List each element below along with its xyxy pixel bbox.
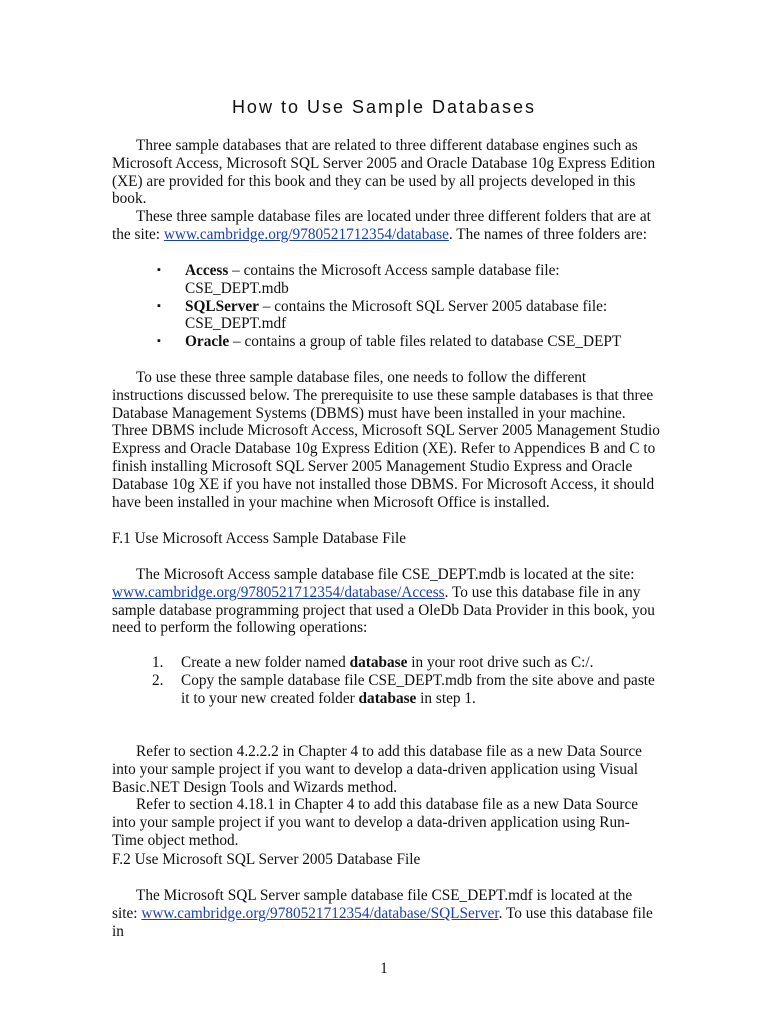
folder-description: – contains the Microsoft Access sample database file: CSE_DEPT.mdb xyxy=(185,262,560,297)
step-text: Create a new folder named xyxy=(181,654,350,671)
page-title: How to Use Sample Databases xyxy=(231,97,537,117)
list-item xyxy=(157,262,657,298)
refer-paragraph-2: Refer to section 4.18.1 in Chapter 4 to add this database file as a new Data Source into your sample project if you want to develop a data-driven application using Run-Time object method. xyxy=(112,796,639,849)
step-text: Copy the sample database file CSE_DEPT.mdb from the site above and paste it to your new created folder xyxy=(181,671,655,707)
folder-description: – contains a group of table files related to database CSE_DEPT xyxy=(229,333,622,351)
step-number: 2. xyxy=(152,671,164,689)
intro-paragraph-2 xyxy=(112,208,660,244)
step-bold-text: database xyxy=(358,689,417,707)
section-f2-text-end: . To use this database file in xyxy=(112,904,653,940)
refer-section xyxy=(112,743,660,850)
prerequisite-paragraph: To use these three sample database files, one needs to follow the different instructions discussed below. The prerequisite to use these sample databases is that three Database Management Systems (DBMS) must have been installed in your machine. Three DBMS include Microsoft Access, Microsoft SQL Server 2005 Management Studio Express and Oracle Database 10g Express Edition (XE). Refer to Appendices B and C to finish installing Microsoft SQL Server 2005 Management Studio Express and Oracle Database 10g XE if you have not installed those DBMS. For Microsoft Access, it should have been installed in your machine when Microsoft Office is installed. xyxy=(112,369,660,511)
refer-paragraph-1: Refer to section 4.2.2.2 in Chapter 4 to add this database file as a new Data Source into your sample project if you want to develop a data-driven application using Visual Basic.NET Design Tools and Wizards method. xyxy=(112,743,642,796)
step-text-end: in your root drive such as C:/. xyxy=(407,654,594,671)
section-f1-text: The Microsoft Access sample database file CSE_DEPT.mdb is located at the site: xyxy=(136,566,635,583)
section-f1-text-end: . To use this database file in any sample database programming project that used a OleDb Data Provider in this book, you need to perform the following operations: xyxy=(112,583,655,637)
list-item xyxy=(152,672,658,708)
step-text-end: in step 1. xyxy=(416,689,476,707)
folder-name: Oracle xyxy=(185,333,230,351)
section-f2-text: The Microsoft SQL Server sample database file CSE_DEPT.mdf is located at the site: xyxy=(112,887,633,922)
step-number: 1. xyxy=(152,654,164,671)
intro-paragraph-2-end: . The names of three folders are: xyxy=(448,225,647,243)
folder-name: Access xyxy=(185,262,229,279)
sqlserver-site-link[interactable]: www.cambridge.org/9780521712354/database/SQLServer xyxy=(141,904,499,922)
folder-name: SQLServer xyxy=(185,297,259,315)
access-site-link[interactable]: www.cambridge.org/9780521712354/database/Access xyxy=(112,583,445,601)
intro-paragraph-1: Three sample databases that are related to three different database engines such as Microsoft Access, Microsoft SQL Server 2005 and Oracle Database 10g Express Edition (XE) are provided for this book and they can be used by all projects developed in this book. xyxy=(112,137,656,208)
intro-section xyxy=(112,137,660,244)
list-item xyxy=(157,298,657,334)
section-f2-heading: F.2 Use Microsoft SQL Server 2005 Database File xyxy=(112,851,421,868)
steps-list xyxy=(152,654,658,707)
folder-description: – contains the Microsoft SQL Server 2005 database file: CSE_DEPT.mdf xyxy=(185,297,608,333)
page-number: 1 xyxy=(380,960,388,977)
list-item xyxy=(152,654,658,672)
list-item xyxy=(157,333,657,351)
section-f2-paragraph xyxy=(112,887,660,940)
section-f1-heading: F.1 Use Microsoft Access Sample Database File xyxy=(112,530,407,547)
section-f1-paragraph xyxy=(112,566,660,637)
database-site-link[interactable]: www.cambridge.org/9780521712354/database xyxy=(163,225,449,243)
folder-list xyxy=(157,262,657,351)
step-bold-text: database xyxy=(349,654,408,671)
intro-paragraph-2-text: These three sample database files are located under three different folders that are at the site: xyxy=(112,208,651,243)
